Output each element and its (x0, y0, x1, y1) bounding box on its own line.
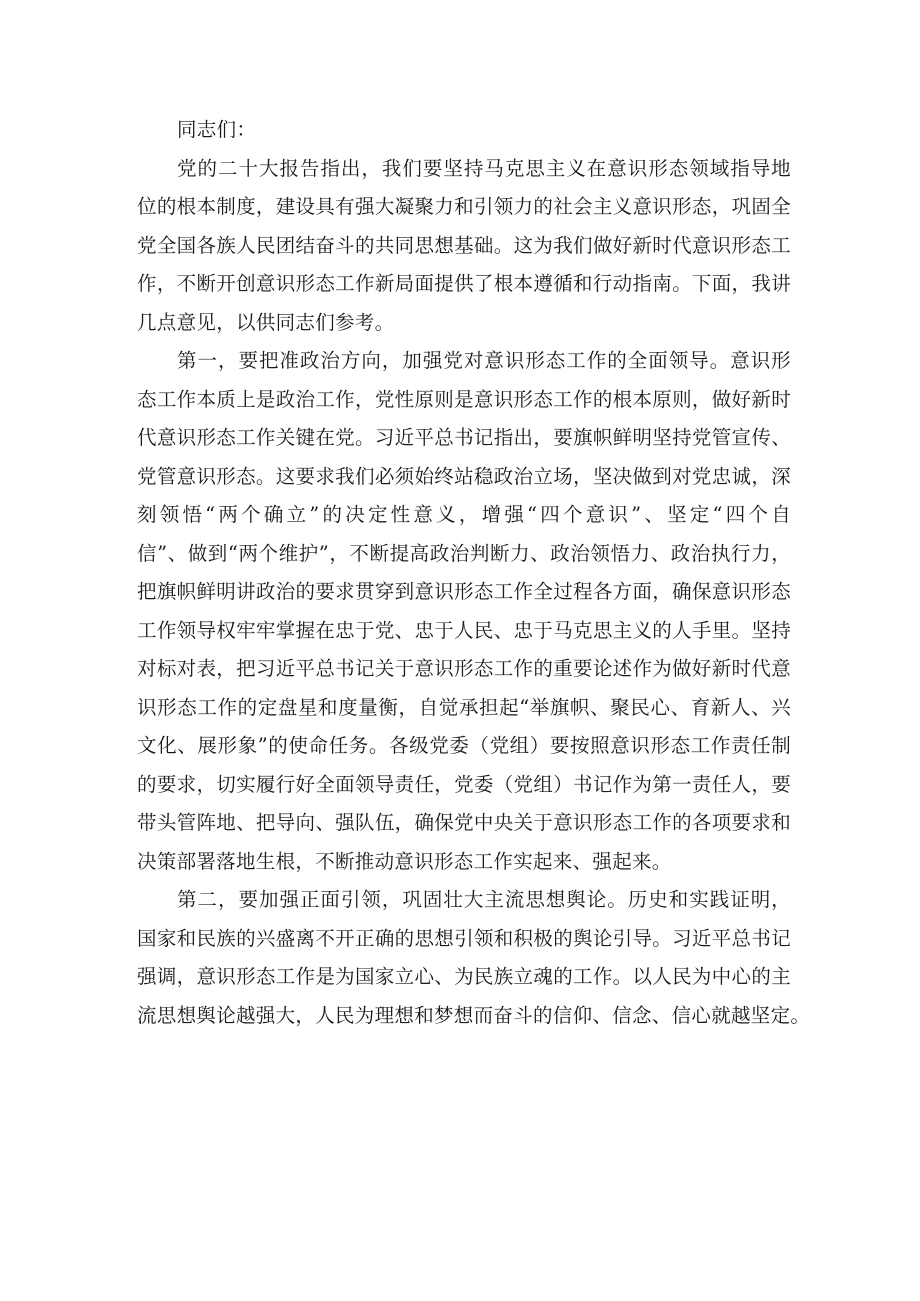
paragraph-line: 决策部署落地生根，不断推动意识形态工作实起来、强起来。 (137, 849, 672, 873)
paragraph-2 (137, 342, 791, 881)
paragraph-line: 党管意识形态。这要求我们必须始终站稳政治立场，坚决做到对党忠诚，深 (137, 464, 791, 488)
paragraph-3 (137, 881, 811, 1035)
paragraph-line: 文化、展形象”的使命任务。各级党委（党组）要按照意识形态工作责任制 (137, 734, 791, 757)
paragraph-line: 态工作本质上是政治工作，党性原则是意识形态工作的根本原则，做好新时 (137, 387, 791, 411)
paragraph-line: 识形态工作的定盘星和度量衡，自觉承担起“举旗帜、聚民心、育新人、兴 (137, 695, 791, 719)
paragraph-line: 带头管阵地、把导向、强队伍，确保党中央关于意识形态工作的各项要求和 (137, 811, 791, 834)
document-body (137, 111, 811, 1035)
paragraph-line: 流思想舆论越强大，人民为理想和梦想而奋斗的信仰、信念、信心就越坚定。 (137, 1003, 811, 1027)
paragraph-line: 党的二十大报告指出，我们要坚持马克思主义在意识形态领域指导地 (177, 156, 791, 180)
paragraph-line: 第二，要加强正面引领，巩固壮大主流思想舆论。历史和实践证明， (177, 888, 791, 911)
paragraph-line: 代意识形态工作关键在党。习近平总书记指出，要旗帜鲜明坚持党管宣传、 (137, 426, 791, 449)
paragraph-line: 国家和民族的兴盛离不开正确的思想引领和积极的舆论引导。习近平总书记 (137, 926, 791, 950)
paragraph-line: 对标对表，把习近平总书记关于意识形态工作的重要论述作为做好新时代意 (137, 657, 791, 680)
paragraph-line: 工作领导权牢牢掌握在忠于党、忠于人民、忠于马克思主义的人手里。坚持 (137, 618, 791, 642)
paragraph-line: 第一，要把准政治方向，加强党对意识形态工作的全面领导。意识形 (177, 349, 791, 372)
paragraph-line: 党全国各族人民团结奋斗的共同思想基础。这为我们做好新时代意识形态工 (137, 233, 791, 257)
paragraph-line: 把旗帜鲜明讲政治的要求贯穿到意识形态工作全过程各方面，确保意识形态 (137, 580, 791, 603)
paragraph-line: 的要求，切实履行好全面领导责任，党委（党组）书记作为第一责任人，要 (137, 772, 791, 796)
paragraph-1 (137, 150, 791, 343)
salutation: 同志们： (177, 118, 257, 141)
paragraph-line: 信”、做到“两个维护”，不断提高政治判断力、政治领悟力、政治执行力， (137, 541, 791, 565)
paragraph-line: 作，不断开创意识形态工作新局面提供了根本遵循和行动指南。下面，我讲 (137, 272, 791, 295)
paragraph-line: 位的根本制度，建设具有强大凝聚力和引领力的社会主义意识形态，巩固全 (137, 195, 791, 218)
paragraph-line: 刻领悟“两个确立”的决定性意义，增强“四个意识”、坚定“四个自 (137, 503, 791, 526)
paragraph-line: 几点意见，以供同志们参考。 (137, 310, 395, 334)
paragraph-line: 强调，意识形态工作是为国家立心、为民族立魂的工作。以人民为中心的主 (137, 965, 791, 988)
